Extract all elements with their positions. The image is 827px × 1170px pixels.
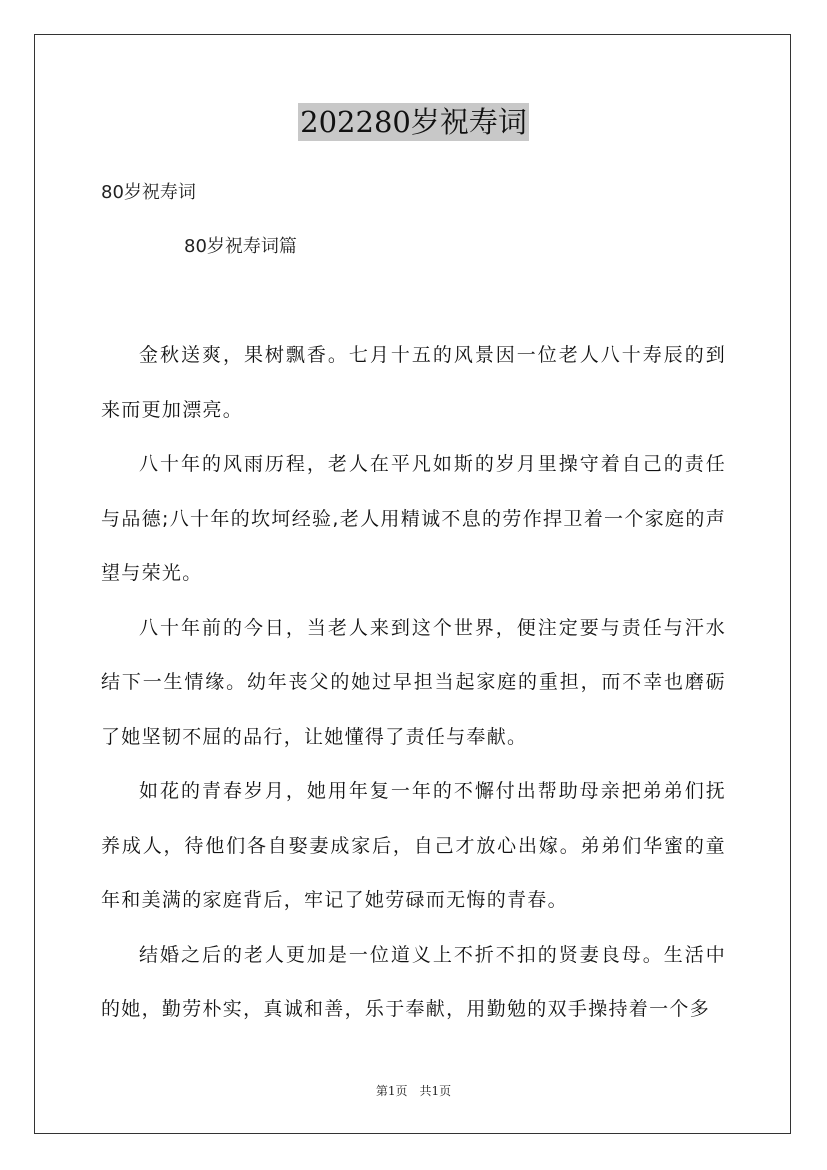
paragraph: 结婚之后的老人更加是一位道义上不折不扣的贤妻良母。生活中的她，勤劳朴实，真诚和善，乐于奉献，用勤勉的双手操持着一个多 — [101, 943, 726, 1020]
paragraph: 如花的青春岁月，她用年复一年的不懈付出帮助母亲把弟弟们抚养成人，待他们各自娶妻成家后，自己才放心出嫁。弟弟们华蜜的童年和美满的家庭背后，牢记了她劳碌而无悔的青春。 — [101, 780, 726, 911]
document-title: 202280岁祝寿词 — [300, 105, 527, 139]
title-container — [0, 103, 827, 141]
paragraph: 金秋送爽，果树飘香。七月十五的风景因一位老人八十寿辰的到来而更加漂亮。 — [101, 344, 726, 421]
document-body — [101, 328, 726, 1037]
page-footer: 第1页 共1页 — [375, 1084, 452, 1098]
document-subtitle: 80岁祝寿词 — [101, 182, 196, 203]
paragraph: 八十年前的今日，当老人来到这个世界，便注定要与责任与汗水结下一生情缘。幼年丧父的她过早担当起家庭的重担，而不幸也磨砺了她坚韧不屈的品行，让她懂得了责任与奉献。 — [101, 616, 726, 748]
paragraph: 八十年的风雨历程，老人在平凡如斯的岁月里操守着自己的责任与品德;八十年的坎坷经验,老人用精诚不息的劳作捍卫着一个家庭的声望与荣光。 — [101, 453, 726, 584]
section-heading: 80岁祝寿词篇 — [184, 236, 297, 257]
